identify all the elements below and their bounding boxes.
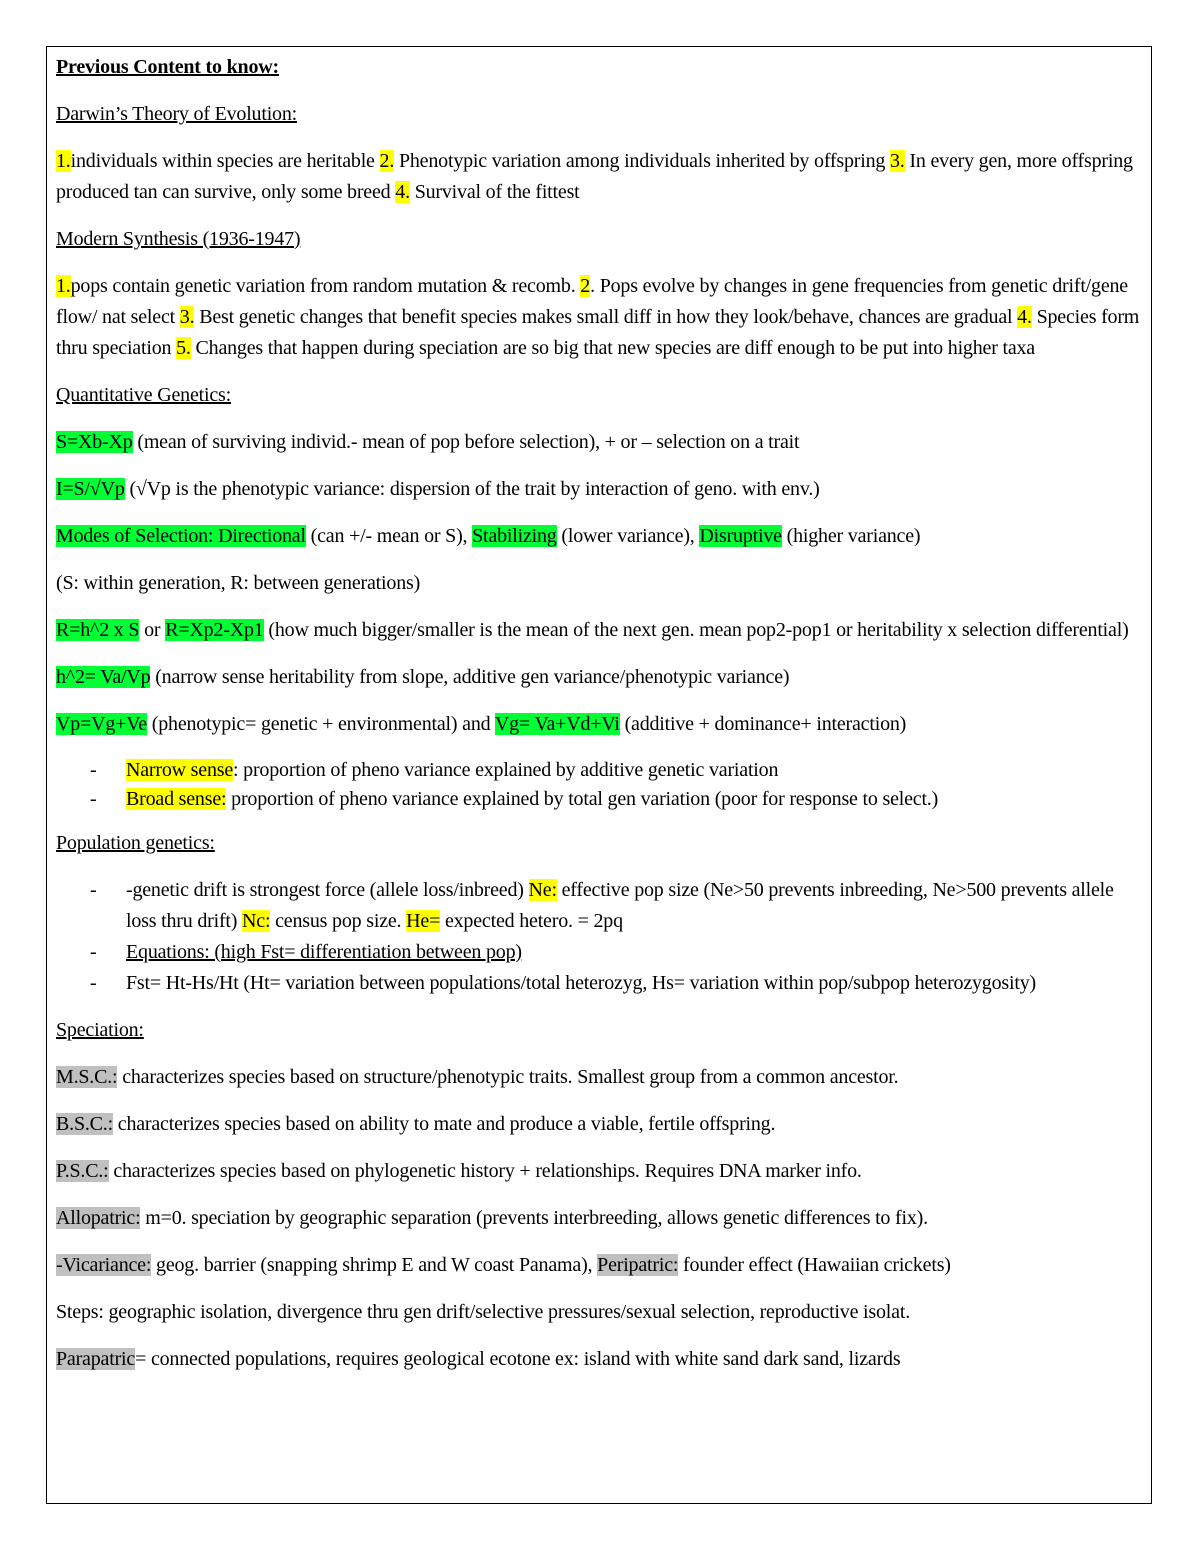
modes-of-selection-line — [56, 521, 1146, 552]
vg-description: (additive + dominance+ interaction) — [619, 713, 907, 735]
modern-num-3: 3. — [179, 306, 195, 328]
bsc-text: characterizes species based on ability to mate and produce a viable, fertile offspring. — [112, 1113, 776, 1135]
i-description: (√Vp is the phenotypic variance: dispersion of the trait by interaction of geno. with env.) — [124, 478, 820, 500]
psc-label: P.S.C.: — [56, 1160, 109, 1182]
selection-differential-line — [56, 427, 1146, 458]
he-label: He= — [406, 910, 441, 932]
nc-label: Nc: — [242, 910, 271, 932]
modern-text-3: Best genetic changes that benefit species makes small diff in how they look/behave, chances are gradual — [194, 306, 1018, 328]
r-equation-1: R=h^2 x S — [56, 619, 140, 641]
darwin-num-4: 4. — [395, 181, 410, 203]
popgen-text-1: -genetic drift is strongest force (allele loss/inbreed) — [126, 879, 529, 901]
darwin-text-3: In every gen, more offspring produced tan can survive, only some breed — [56, 150, 1133, 203]
msc-label: M.S.C.: — [56, 1066, 118, 1088]
modern-num-5: 5. — [176, 337, 191, 359]
allopatric-text: m=0. speciation by geographic separation (prevents interbreeding, allows genetic differences to fix). — [140, 1207, 928, 1229]
h-description: (narrow sense heritability from slope, additive gen variance/phenotypic variance) — [150, 666, 790, 688]
heritability-list — [56, 756, 1146, 814]
list-item — [126, 756, 1146, 785]
modern-synthesis-paragraph — [56, 271, 1146, 364]
vicariance-line — [56, 1250, 1146, 1281]
parapatric-text: = connected populations, requires geological ecotone ex: island with white sand dark sand, lizards — [135, 1348, 901, 1370]
narrow-sense-label: Narrow sense — [126, 759, 234, 781]
vicariance-text: geog. barrier (snapping shrimp E and W coast Panama), — [151, 1254, 598, 1276]
broad-sense-label: Broad sense: — [126, 788, 227, 810]
peripatric-label: Peripatric: — [597, 1254, 679, 1276]
r-equation-2: R=Xp2-Xp1 — [165, 619, 264, 641]
peripatric-text: founder effect (Hawaiian crickets) — [678, 1254, 951, 1276]
modern-text-5: Changes that happen during speciation are so big that new species are diff enough to be put into higher taxa — [190, 337, 1035, 359]
response-line — [56, 615, 1146, 646]
parapatric-label: Parapatric — [56, 1348, 136, 1370]
darwin-text-4: Survival of the fittest — [409, 181, 580, 203]
vicariance-label: -Vicariance: — [56, 1254, 152, 1276]
list-item: - Equations: (high Fst= differentiation between pop) — [126, 937, 1146, 968]
bsc-line — [56, 1109, 1146, 1140]
darwin-text-2: Phenotypic variation among individuals inherited by offspring — [394, 150, 890, 172]
modern-num-4: 4. — [1017, 306, 1032, 328]
darwin-num-1: 1. — [56, 150, 71, 172]
document-title: Previous Content to know: — [56, 56, 279, 78]
modern-text-2: . Pops evolve by changes in gene frequencies from genetic drift/gene flow/ nat select — [56, 275, 1128, 328]
popgen-text-4: expected hetero. = 2pq — [440, 910, 623, 932]
darwin-num-2: 2. — [379, 150, 395, 172]
speciation-heading: Speciation: — [56, 1019, 144, 1041]
modern-synthesis-heading: Modern Synthesis (1936-1947) — [56, 228, 301, 250]
variance-line — [56, 709, 1146, 740]
darwin-paragraph — [56, 146, 1146, 208]
r-or: or — [139, 619, 166, 641]
disruptive-label: Disruptive — [699, 525, 782, 547]
list-item: - Fst= Ht-Hs/Ht (Ht= variation between populations/total heterozyg, Hs= variation within pop/subpop heterozygosity) — [126, 968, 1146, 999]
modern-text-4: Species form thru speciation — [56, 306, 1140, 359]
msc-line — [56, 1062, 1146, 1093]
allopatric-label: Allopatric: — [56, 1207, 141, 1229]
s-r-note: (S: within generation, R: between generations) — [56, 572, 421, 594]
vp-equation: Vp=Vg+Ve — [56, 713, 147, 735]
modern-num-1: 1. — [56, 275, 71, 297]
psc-text: characterizes species based on phylogenetic history + relationships. Requires DNA marker info. — [108, 1160, 862, 1182]
population-genetics-list — [56, 875, 1146, 999]
s-description: (mean of surviving individ.- mean of pop before selection), + or – selection on a trait — [132, 431, 800, 453]
i-equation: I=S/√Vp — [56, 478, 125, 500]
popgen-text-2: effective pop size (Ne>50 prevents inbreeding, Ne>500 prevents allele loss thru drift) — [126, 879, 1114, 932]
document-body — [56, 52, 1146, 1375]
msc-text: characterizes species based on structure/phenotypic traits. Smallest group from a common ancestor. — [117, 1066, 899, 1088]
modes-directional-label: Modes of Selection: Directional — [56, 525, 306, 547]
vp-description: (phenotypic= genetic + environmental) and — [146, 713, 495, 735]
ne-label: Ne: — [528, 879, 557, 901]
popgen-text-3: census pop size. — [270, 910, 407, 932]
steps-line: Steps: geographic isolation, divergence thru gen drift/selective pressures/sexual selection, reproductive isolat. — [56, 1301, 910, 1323]
darwin-text-1: individuals within species are heritable — [70, 150, 380, 172]
narrow-sense-text: : proportion of pheno variance explained by additive genetic variation — [233, 759, 779, 781]
allopatric-line — [56, 1203, 1146, 1234]
population-genetics-heading: Population genetics: — [56, 832, 215, 854]
modes-text-2: (lower variance), — [556, 525, 700, 547]
modes-text-3: (higher variance) — [781, 525, 921, 547]
modern-num-2: 2 — [580, 275, 591, 297]
modern-text-1: pops contain genetic variation from random mutation & recomb. — [70, 275, 581, 297]
psc-line — [56, 1156, 1146, 1187]
intensity-line — [56, 474, 1146, 505]
h-equation: h^2= Va/Vp — [56, 666, 151, 688]
modes-text-1: (can +/- mean or S), — [305, 525, 473, 547]
bsc-label: B.S.C.: — [56, 1113, 113, 1135]
darwin-heading: Darwin’s Theory of Evolution: — [56, 103, 298, 125]
broad-sense-text: proportion of pheno variance explained by total gen variation (poor for response to select.) — [226, 788, 939, 810]
parapatric-line — [56, 1344, 1146, 1375]
darwin-num-3: 3. — [890, 150, 905, 172]
s-equation: S=Xb-Xp — [56, 431, 133, 453]
heritability-line — [56, 662, 1146, 693]
list-item — [126, 785, 1146, 814]
quant-genetics-heading: Quantitative Genetics: — [56, 384, 231, 406]
r-description: (how much bigger/smaller is the mean of the next gen. mean pop2-pop1 or heritability x selection differential) — [263, 619, 1129, 641]
stabilizing-label: Stabilizing — [472, 525, 557, 547]
list-item — [126, 875, 1146, 937]
vg-equation: Vg= Va+Vd+Vi — [494, 713, 620, 735]
